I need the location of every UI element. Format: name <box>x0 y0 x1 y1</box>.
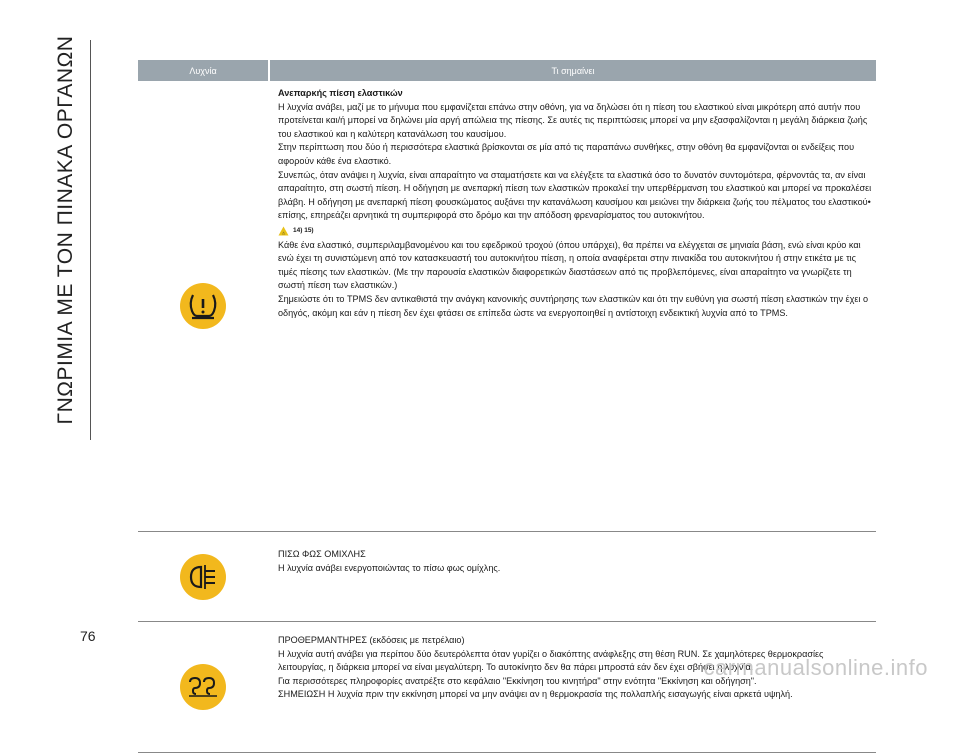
rear-fog-light-icon <box>180 554 226 600</box>
note-refs: 14) 15) <box>293 226 314 234</box>
glow-plug-preheat-icon <box>180 664 226 710</box>
paragraph: ΣΗΜΕΙΩΣΗ Η λυχνία πριν την εκκίνηση μπορεί να μην ανάψει αν η θερμοκρασία της πολλαπλής εισαγωγής είναι αρκετά υψηλή. <box>278 689 793 700</box>
warning-lights-table <box>138 60 876 753</box>
paragraph: Σημειώστε ότι το TPMS δεν αντικαθιστά την ανάγκη κανονικής συντήρησης των ελαστικών και ότι την ευθύνη για σωστή πίεση ελαστικών την έχει ο οδηγός, ακόμη και εάν η πίεση δεν έχει φτάσει σε επίπεδα ώστε να ενεργοποιηθεί η αντίστοιχη ενδεικτική λυχνία από το TPMS. <box>278 293 869 318</box>
row-heading: ΠΙΣΩ ΦΩΣ ΟΜΙΧΛΗΣ <box>278 549 366 559</box>
chapter-title: ΓΝΩΡΙΜΙΑ ΜΕ ΤΟΝ ΠΙΝΑΚΑ ΟΡΓΑΝΩΝ <box>54 35 77 425</box>
header-light: Λυχνία <box>138 60 268 81</box>
table-row <box>138 532 876 622</box>
icon-cell <box>138 532 268 621</box>
watermark: carmanualsonline.info <box>703 655 928 680</box>
tire-pressure-warning-icon <box>180 283 226 329</box>
note-references <box>278 224 872 238</box>
paragraph: Κάθε ένα ελαστικό, συμπεριλαμβανομένου και του εφεδρικού τροχού (όπου υπάρχει), θα πρέπει να ελέγχεται σε μηνιαία βάση, ενώ είναι κρύο και ενώ έχει τη συνιστώμενη από τον κατασκευαστή του αυτοκινήτου πίεση, η οποία αναφέρεται στην πινακίδα του αυτοκινήτου ή στην ετικέτα με τις τιμές πίεσης των ελαστικών. (Με την παρουσία ελαστικών διαφορετικών διαστάσεων από τις προβλεπόμενες, είναι απαραίτητο να γνωρίζετε τη σωστή πίεση των ελαστικών.) <box>278 239 861 291</box>
warning-triangle-icon <box>278 226 289 236</box>
paragraph: Η λυχνία αυτή ανάβει για περίπου δύο δευτερόλεπτα όταν γυρίζει ο διακόπτης ανάφλεξης στη θέση RUN. Σε χαμηλότερες θερμοκρασίες λειτουργίας, η διάρκεια μπορεί να είναι μεγαλύτερη. Το αυτοκίνητο δεν θα πάρει μπροστά εάν δεν έχει σβήσει η λυχνία. <box>278 648 824 673</box>
header-meaning: Τι σημαίνει <box>270 60 876 81</box>
paragraph: Η λυχνία ανάβει ενεργοποιώντας το πίσω φως ομίχλης. <box>278 562 501 573</box>
side-divider <box>90 40 91 440</box>
table-row <box>138 81 876 532</box>
page-number: 76 <box>80 628 96 644</box>
table-row <box>138 622 876 753</box>
table-header <box>138 60 876 81</box>
description-cell <box>268 81 876 531</box>
paragraph: Η λυχνία ανάβει, μαζί με το μήνυμα που εμφανίζεται επάνω στην οθόνη, για να δηλώσει ότι η πίεση του ελαστικού είναι μικρότερη από αυτήν που προτείνεται και/ή μπορεί να δηλώνει μία αργή απώλεια της πίεσης. Σε αυτές τις περιπτώσεις μπορεί να μην εξασφαλίζονται η μεγάλη διάρκεια ζωής του ελαστικού και η καλύτερη κατανάλωση του καυσίμου. <box>278 101 868 139</box>
icon-cell <box>138 622 268 752</box>
paragraph: Στην περίπτωση που δύο ή περισσότερα ελαστικά βρίσκονται σε μία από τις παραπάνω συνθήκες, στην οθόνη θα εμφανίζονται οι ενδείξεις που αφορούν κάθε ένα ελαστικό. <box>278 142 855 166</box>
row-heading: Ανεπαρκής πίεση ελαστικών <box>278 88 403 98</box>
description-cell <box>268 622 876 752</box>
icon-cell <box>138 81 268 531</box>
paragraph: Για περισσότερες πληροφορίες ανατρέξτε στο κεφάλαιο "Εκκίνηση του κινητήρα" στην ενότητα "Εκκίνηση και οδήγηση". <box>278 675 757 686</box>
row-heading: ΠΡΟΘΕΡΜΑΝΤΗΡΕΣ (εκδόσεις με πετρέλαιο) <box>278 635 465 645</box>
svg-text:⚠: ⚠ <box>281 230 286 236</box>
description-cell <box>268 532 876 621</box>
paragraph: Συνεπώς, όταν ανάψει η λυχνία, είναι απαραίτητο να σταματήσετε και να ελέγξετε τα ελαστικά όσο το δυνατόν συντομότερα, φέρνοντάς τα, αν είναι απαραίτητο, στη σωστή πίεση. Η οδήγηση με ανεπαρκή πίεση των ελαστικών προκαλεί την υπερθέρμανση του ελαστικού και μπορεί να προκαλέσει βλάβη. Η οδήγηση με ανεπαρκή πίεση φουσκώματος αυξάνει την κατανάλωση καυσίμου και μειώνει την διάρκεια ζωής του πέλματος του ελαστικού• επίσης, επηρεάζει αρνητικά τη συμπεριφορά στο δρόμο και την απόδοση φρεναρίσματος του αυτοκινήτου. <box>278 169 872 221</box>
